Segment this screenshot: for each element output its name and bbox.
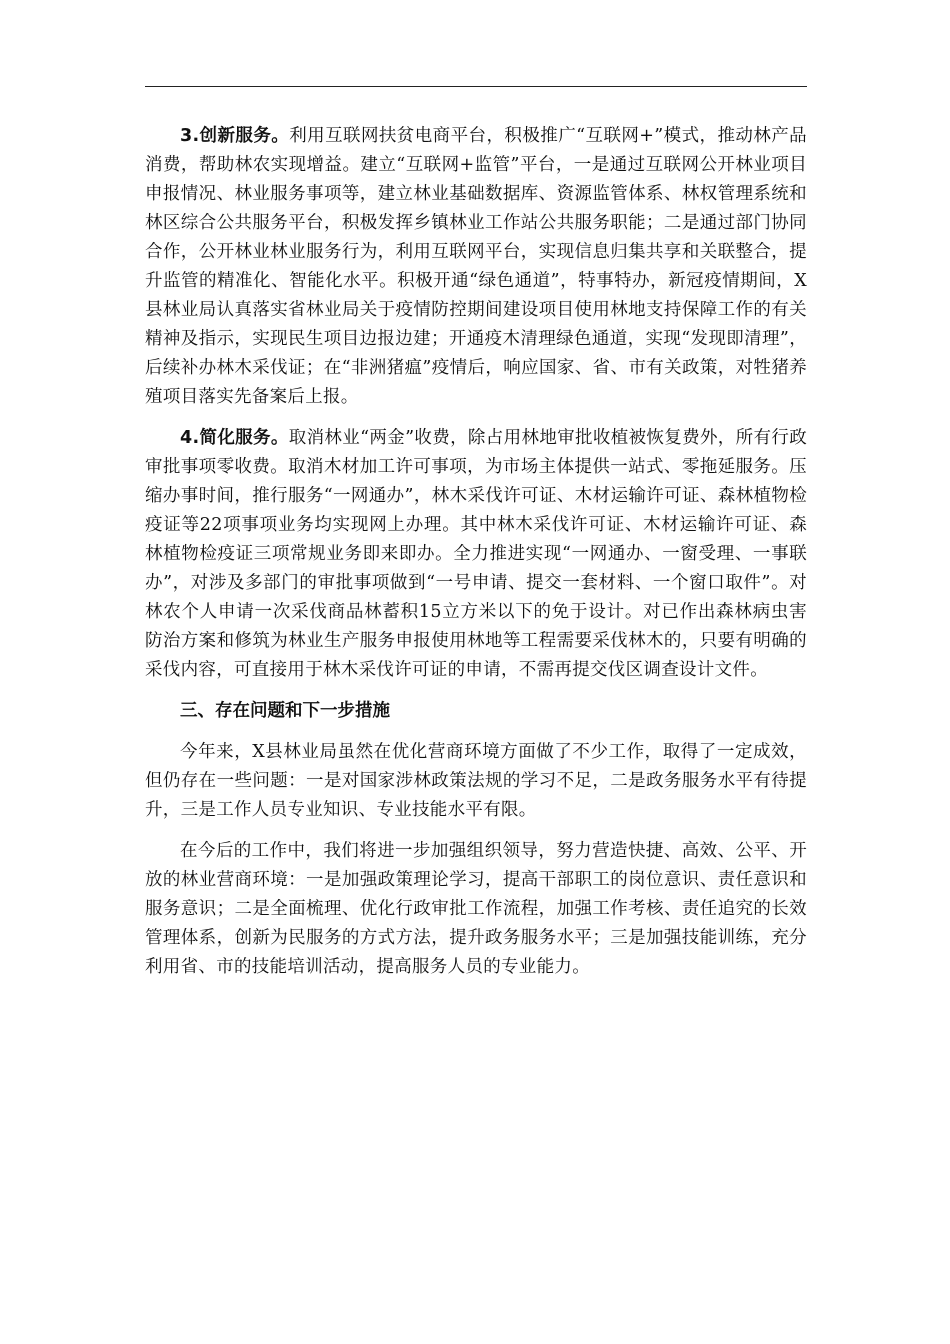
paragraph-measures: 在今后的工作中，我们将进一步加强组织领导，努力营造快捷、高效、公平、开放的林业营商环境：一是加强政策理论学习，提高干部职工的岗位意识、责任意识和服务意识；二是全面梳理、优化行政审批工作流程，加强工作考核、责任追究的长效管理体系，创新为民服务的方式方法，提升政务服务水平；三是加强技能训练，充分利用省、市的技能培训活动，提高服务人员的专业能力。 — [145, 841, 807, 977]
document-body — [145, 122, 807, 994]
paragraph-lead: 4.简化服务。 — [180, 428, 289, 448]
section-heading: 三、存在问题和下一步措施 — [180, 701, 390, 721]
paragraph-text: 取消林业“两金”收费，除占用林地审批收植被恢复费外，所有行政审批事项零收费。取消木材加工许可事项，为市场主体提供一站式、零拖延服务。压缩办事时间，推行服务“一网通办”，林木采伐许可证、木材运输许可证、森林植物检疫证等22项事项业务均实现网上办理。其中林木采伐许可证、木材运输许可证、森林植物检疫证三项常规业务即来即办。全力推进实现“一网通办、一窗受理、一事联办”，对涉及多部门的审批事项做到“一号申请、提交一套材料、一个窗口取件”。对林农个人申请一次采伐商品林蓄积15立方米以下的免于设计。对已作出森林病虫害防治方案和修筑为林业生产服务申报使用林地等工程需要采伐林木的，只要有明确的采伐内容，可直接用于林木采伐许可证的申请，不需再提交伐区调查设计文件。 — [145, 428, 807, 680]
paragraph-text: 利用互联网扶贫电商平台，积极推广“互联网+”模式，推动林产品消费，帮助林农实现增益。建立“互联网+监管”平台，一是通过互联网公开林业项目申报情况、林业服务事项等，建立林业基础数据库、资源监管体系、林权管理系统和林区综合公共服务平台，积极发挥乡镇林业工作站公共服务职能；二是通过部门协同合作，公开林业林业服务行为，利用互联网平台，实现信息归集共享和关联整合，提升监管的精准化、智能化水平。积极开通“绿色通道”，特事特办，新冠疫情期间，X县林业局认真落实省林业局关于疫情防控期间建设项目使用林地支持保障工作的有关精神及指示，实现民生项目边报边建；开通疫木清理绿色通道，实现“发现即清理”，后续补办林木采伐证；在“非洲猪瘟”疫情后，响应国家、省、市有关政策，对牲猪养殖项目落实先备案后上报。 — [145, 126, 807, 407]
paragraph-simplified-service — [145, 424, 807, 685]
paragraph-innovative-service — [145, 122, 807, 412]
paragraph-problems: 今年来，X县林业局虽然在优化营商环境方面做了不少工作，取得了一定成效，但仍存在一些问题：一是对国家涉林政策法规的学习不足，二是政务服务水平有待提升，三是工作人员专业知识、专业技能水平有限。 — [145, 742, 807, 820]
header-rule — [145, 86, 807, 87]
paragraph-lead: 3.创新服务。 — [180, 126, 290, 146]
